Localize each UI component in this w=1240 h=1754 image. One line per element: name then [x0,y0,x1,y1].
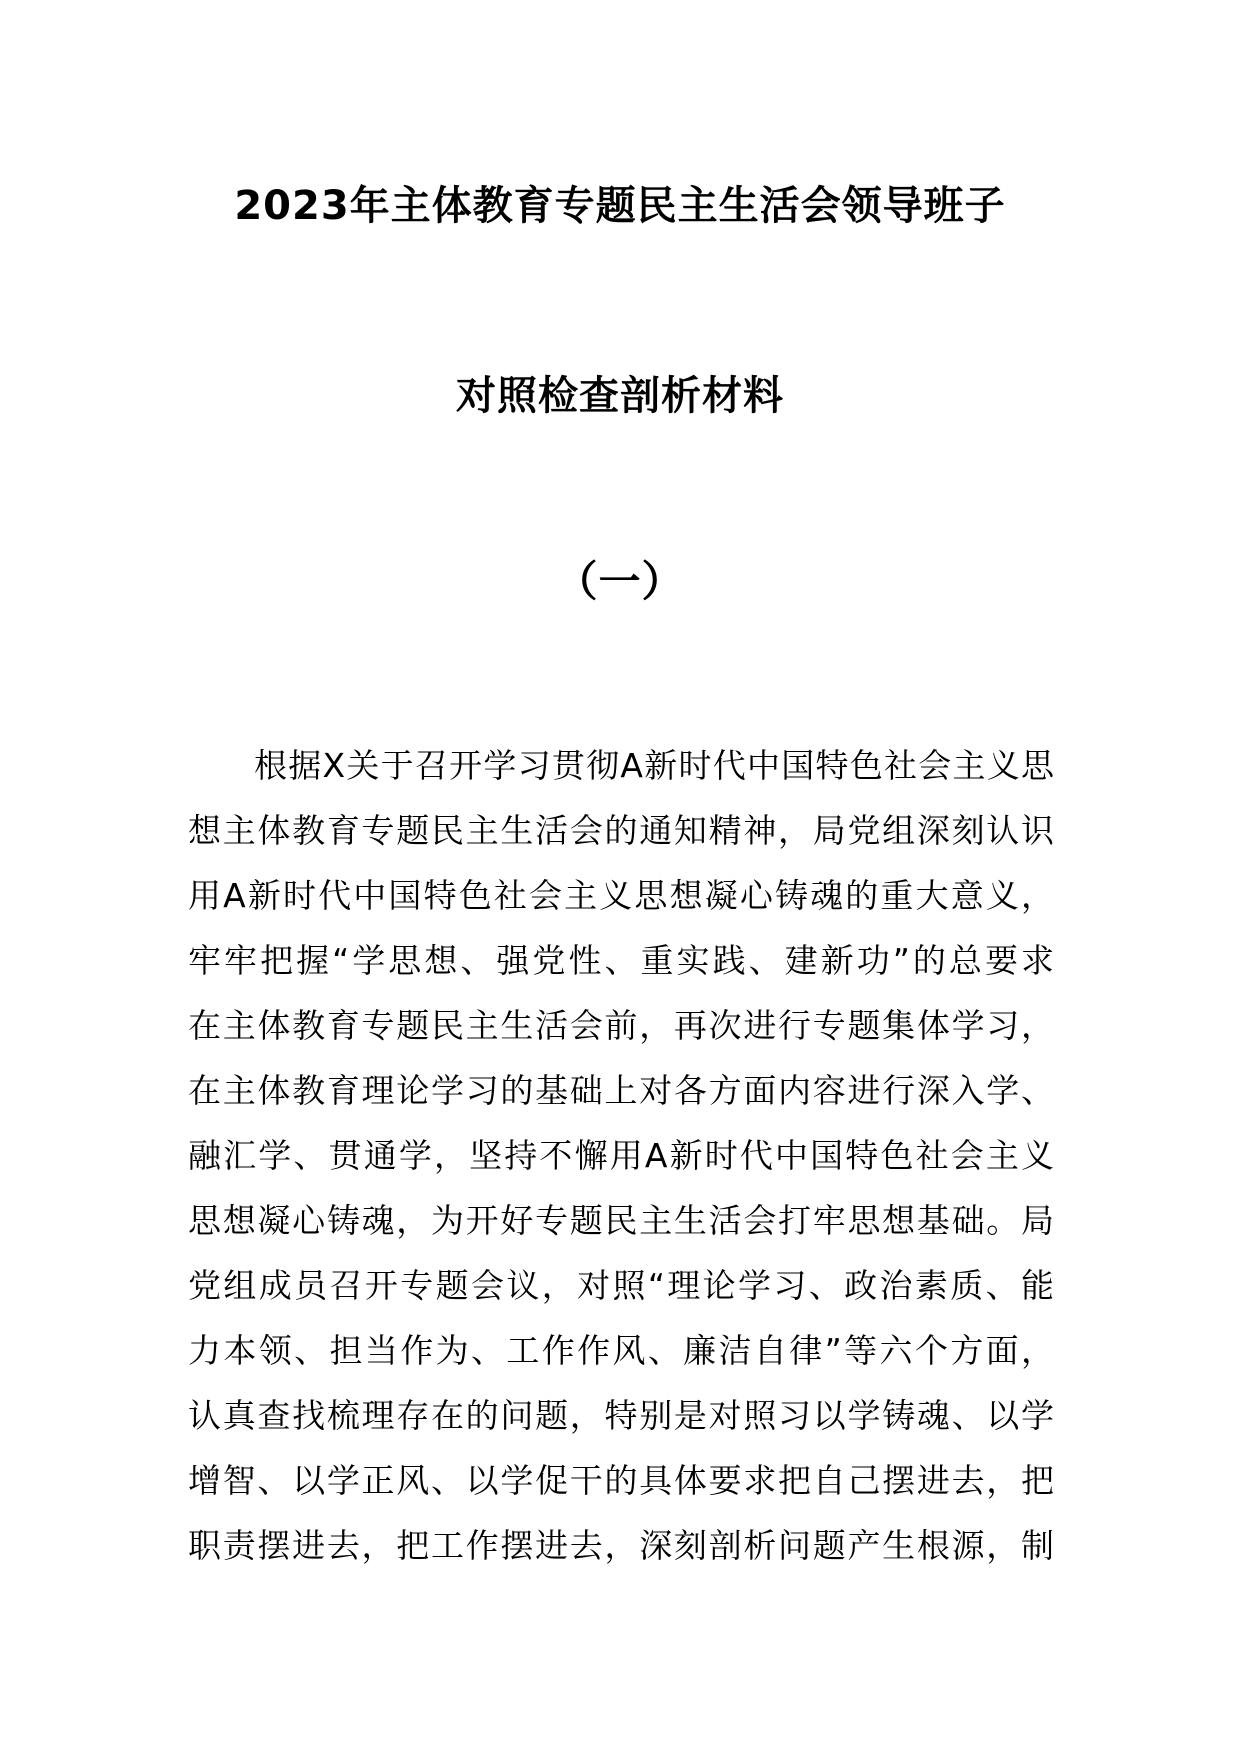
paragraph-line: 增智、以学正风、以学促干的具体要求把自己摆进去，把 [188,1461,1054,1500]
paragraph-line: 在主体教育专题民主生活会前，再次进行专题集体学习， [188,1006,1054,1045]
paragraph-line: 根据X关于召开学习贯彻A新时代中国特色社会主义思 [254,746,1054,785]
paragraph-line: 认真查找梳理存在的问题，特别是对照习以学铸魂、以学 [188,1396,1054,1435]
paragraph-line: 思想凝心铸魂，为开好专题民主生活会打牢思想基础。局 [188,1201,1054,1240]
paragraph-line: 职责摆进去，把工作摆进去，深刻剖析问题产生根源，制 [188,1526,1054,1565]
paragraph-line: 力本领、担当作为、工作作风、廉洁自律”等六个方面， [188,1331,1054,1370]
paragraph-line: 党组成员召开专题会议，对照“理论学习、政治素质、能 [188,1266,1054,1305]
paragraph-line: 在主体教育理论学习的基础上对各方面内容进行深入学、 [188,1071,1054,1110]
document-title-line-2: 对照检查剖析材料 [456,373,784,419]
paragraph-line: 牢牢把握“学思想、强党性、重实践、建新功”的总要求 [188,941,1054,980]
paragraph-line: 融汇学、贯通学，坚持不懈用A新时代中国特色社会主义 [188,1136,1054,1175]
section-number: （一） [555,557,685,606]
body-paragraph [188,733,1054,1578]
paragraph-line: 想主体教育专题民主生活会的通知精神，局党组深刻认识 [188,811,1054,850]
paragraph-line: 用A新时代中国特色社会主义思想凝心铸魂的重大意义， [188,876,1054,915]
document-title-line-1: 2023年主体教育专题民主生活会领导班子 [234,183,1006,229]
